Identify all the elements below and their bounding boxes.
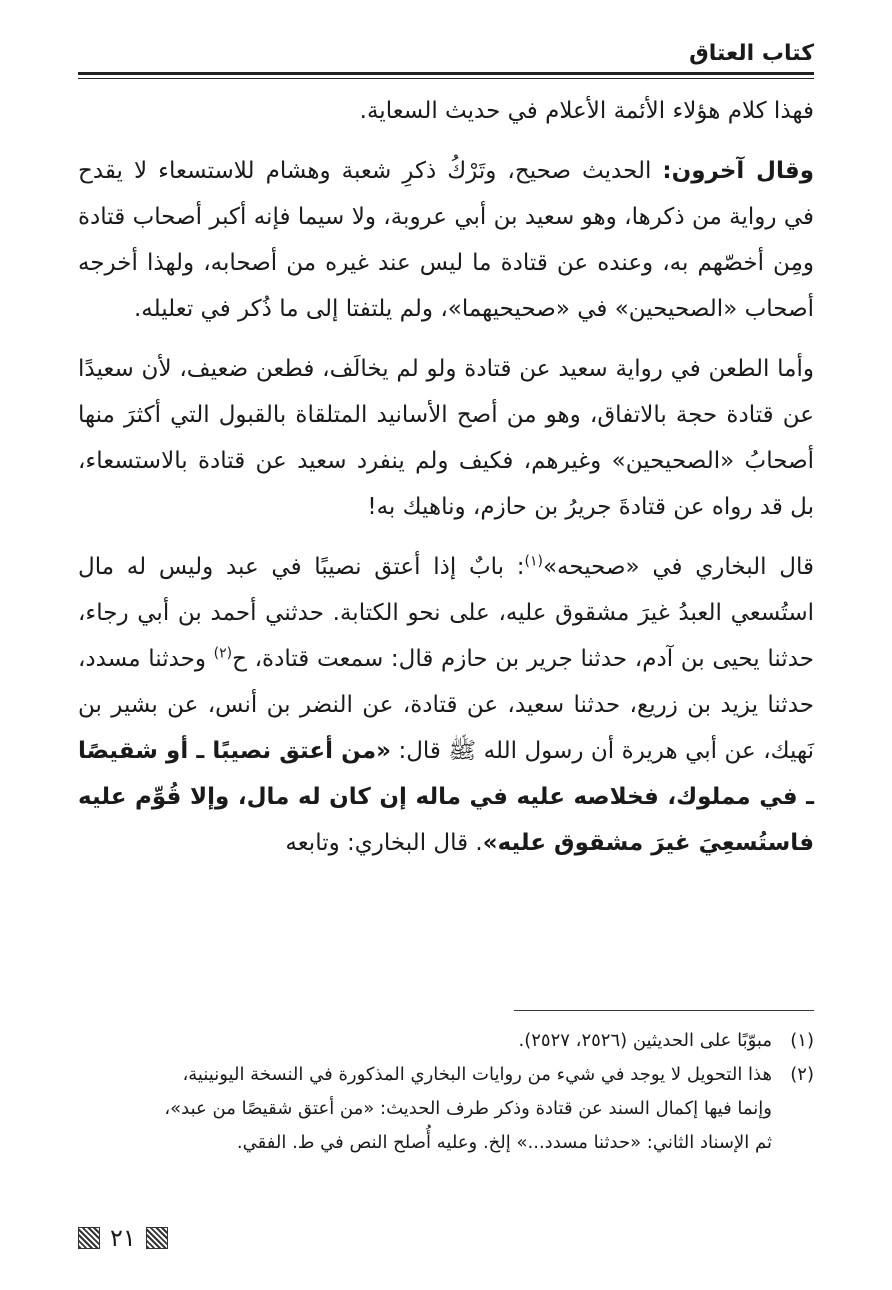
- main-text: [78, 88, 814, 880]
- bukhari-part-2: : بابٌ إذا أعتق نصيبًا في عبد وليس له مال استُسعي العبدُ غيرَ مشقوق عليه، على نحو الكتابة. حدثني أحمد بن أبي رجاء، حدثنا يحيى بن آدم، حدثنا جرير بن حازم قال: سمعت قتادة، ح: [78, 554, 814, 672]
- paragraph-1-text: فهذا كلام هؤلاء الأئمة الأعلام في حديث السعاية.: [359, 98, 814, 124]
- header-rule-thin: [78, 78, 814, 79]
- footnote-2-number: (٢): [790, 1064, 814, 1085]
- footnote-2: [78, 1058, 814, 1092]
- paragraph-4: [78, 544, 814, 866]
- paragraph-2-text: الحديث صحيح، وتَرْكُ ذكرِ شعبة وهشام للاستسعاء لا يقدح في رواية من ذكرها، وهو سعيد بن أبي عروبة، ولا سيما فإنه أكبر أصحاب قتادة ومِن أخصّهم به، وعنده عن قتادة ما ليس عند غيره من أصحابه، ولهذا أخرجه أصحاب «الصحيحين» في «صحيحيهما»، ولم يلتفتا إلى ما ذُكر في تعليله.: [78, 158, 814, 322]
- bukhari-part-4: . قال البخاري: وتابعه: [285, 830, 483, 856]
- footnote-ref-2[interactable]: (٢): [213, 645, 233, 662]
- footnote-1-line-1: مبوّبًا على الحديثين (٢٥٢٦، ٢٥٢٧).: [518, 1030, 772, 1051]
- running-header: [78, 38, 814, 70]
- bukhari-part-3: وحدثنا مسدد، حدثنا يزيد بن زريع، حدثنا سعيد، عن قتادة، عن النضر بن أنس، عن بشير بن نَهيك، عن أبي هريرة أن رسول الله ﷺ قال:: [78, 646, 814, 764]
- paragraph-3-text: وأما الطعن في رواية سعيد عن قتادة ولو لم يخالَف، فطعن ضعيف، لأن سعيدًا عن قتادة حجة بالاتفاق، وهو من أصح الأسانيد المتلقاة بالقبول التي أكثرَ منها أصحابُ «الصحيحين» وغيرهم، فكيف ولم ينفرد سعيد عن قتادة بالاستسعاء، بل قد رواه عن قتادةَ جريرُ بن حازم، وناهيك به!: [78, 356, 814, 520]
- footnote-1-number: (١): [790, 1030, 814, 1051]
- footnote-ref-1[interactable]: (١): [524, 553, 543, 570]
- footnotes: [78, 1024, 814, 1160]
- footnote-2-line-2: وإنما فيها إكمال السند عن قتادة وذكر طرف الحديث: «من أعتق شقيصًا من عبد»،: [164, 1098, 772, 1119]
- floral-ornament-icon: [78, 1227, 100, 1249]
- footnote-separator: [514, 1010, 814, 1011]
- paragraph-1: [78, 88, 814, 134]
- page-number: ٢١: [110, 1224, 136, 1252]
- paragraph-2: [78, 148, 814, 332]
- footnote-2-cont-2: [78, 1126, 814, 1160]
- paragraph-3: [78, 346, 814, 530]
- footnote-2-line-1: هذا التحويل لا يوجد في شيء من روايات البخاري المذكورة في النسخة اليونينية،: [182, 1064, 772, 1085]
- footnote-2-cont-1: [78, 1092, 814, 1126]
- hadith-quote: «من أعتق نصيبًا ـ أو شقيصًا ـ في مملوك، فخلاصه عليه في ماله إن كان له مال، وإلا قُوِّم عليه فاستُسعِيَ غيرَ مشقوق عليه»: [78, 738, 814, 856]
- paragraph-2-lead: وقال آخرون:: [662, 158, 814, 184]
- footnote-1: [78, 1024, 814, 1058]
- footnote-2-line-3: ثم الإسناد الثاني: «حدثنا مسدد...» إلخ. وعليه أُصلح النص في ط. الفقي.: [236, 1132, 772, 1153]
- floral-ornament-icon: [146, 1227, 168, 1249]
- page-folio: [78, 1222, 168, 1254]
- bukhari-part-1: قال البخاري في «صحيحه»: [542, 554, 814, 580]
- header-rule-thick: [78, 72, 814, 75]
- chapter-title: كتاب العتاق: [689, 41, 814, 66]
